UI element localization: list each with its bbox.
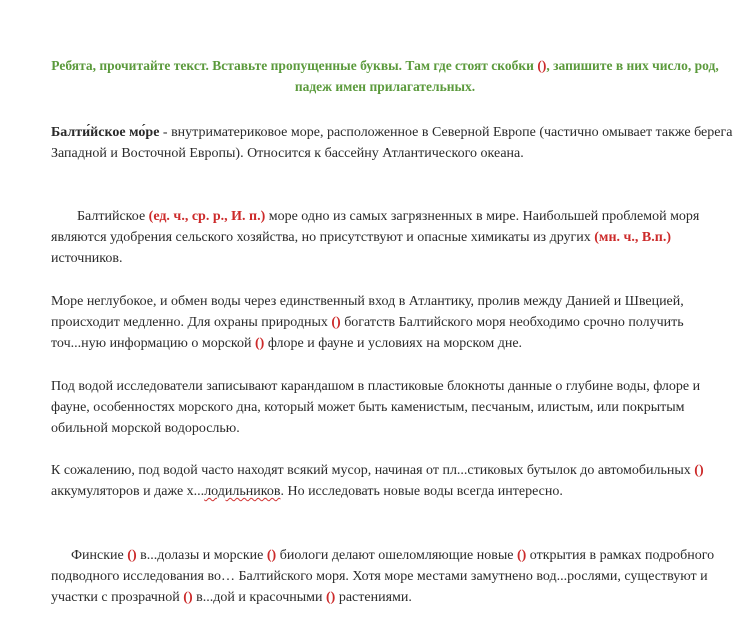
text-segment: флоре и фауне и условиях на морском дне. — [264, 336, 523, 352]
instruction-text-1: Ребята, прочитайте текст. Вставьте пропущенные буквы. Там где стоят скобки — [51, 58, 538, 73]
answer-brackets[interactable]: () — [516, 548, 527, 563]
answer-brackets[interactable]: () — [127, 548, 137, 563]
intro-text: - внутриматериковое море, расположенное в Северной Европе (частично омывает также берега Западной и Восточной Европы). Относится к бассейну Атлантического океана. — [51, 125, 733, 162]
text-segment: аккумуляторов и даже х... — [51, 484, 205, 500]
text-segment: открытия в рамках подробного подводного исследования во… Балтийского моря. Хотя море местами замутнено вод...рослями, существуют и участки с прозрачной — [51, 548, 715, 606]
instruction-brackets: () — [537, 58, 547, 73]
answer-brackets[interactable]: () — [694, 463, 704, 478]
grammar-answer: (ед. ч., ср. р., И. п.) — [148, 209, 266, 224]
instruction-text-2: , запишите в них число, род, падеж имен прилагательных. — [294, 58, 719, 94]
answer-brackets[interactable]: () — [183, 590, 193, 606]
text-segment: богатств Балтийского моря необходимо срочно получить точ...ную информацию о морской — [51, 315, 684, 352]
paragraph-water-exchange — [51, 291, 735, 355]
text-segment: биологи делают ошеломляющие новые — [276, 548, 517, 563]
text-segment: Финские — [71, 548, 128, 563]
paragraph-research — [51, 376, 735, 440]
paragraph-intro — [51, 122, 735, 164]
text-segment: К сожалению, под водой часто находят всякий мусор, начиная от пл...стиковых бутылок до автомобильных — [51, 463, 695, 478]
paragraph-divers — [51, 545, 735, 609]
text-segment: в...долазы и морские — [136, 548, 267, 563]
answer-brackets[interactable]: () — [331, 315, 341, 331]
paragraph-garbage — [51, 460, 735, 502]
answer-brackets[interactable]: () — [266, 548, 277, 563]
text-segment: источников. — [51, 251, 123, 267]
text-segment: Море неглубокое, и обмен воды через единственный вход в Атлантику, пролив между Данией и Швецией, происходит медленно. Для охраны природных — [51, 294, 684, 331]
answer-brackets[interactable]: () — [254, 336, 265, 352]
text-segment: . Но исследовать новые воды всегда интересно. — [280, 484, 563, 500]
instruction-heading — [40, 55, 730, 97]
paragraph-pollution — [51, 206, 735, 270]
term-baltic-sea: Балти́йское мо́ре — [51, 125, 160, 140]
text-segment: море одно из самых загрязненных в мире. Наибольшей проблемой моря являются удобрения сельского хозяйства, но присутствуют и опасные химикаты из других — [51, 209, 700, 246]
text-segment: в...дой и красочными — [192, 590, 327, 606]
answer-brackets[interactable]: () — [326, 590, 336, 606]
text-segment: Под водой исследователи записывают карандашом в пластиковые блокноты данные о глубине воды, флоре и фауне, особенностях морского дна, который может быть каменистым, песчаным, илистым, или покрытым обильной морской водорослью. — [51, 379, 701, 437]
text-segment: Балтийское — [77, 209, 149, 224]
text-segment: растениями. — [335, 590, 412, 606]
spellcheck-flagged-word[interactable]: лодильников — [204, 484, 281, 500]
grammar-answer: (мн. ч., В.п.) — [594, 230, 671, 246]
